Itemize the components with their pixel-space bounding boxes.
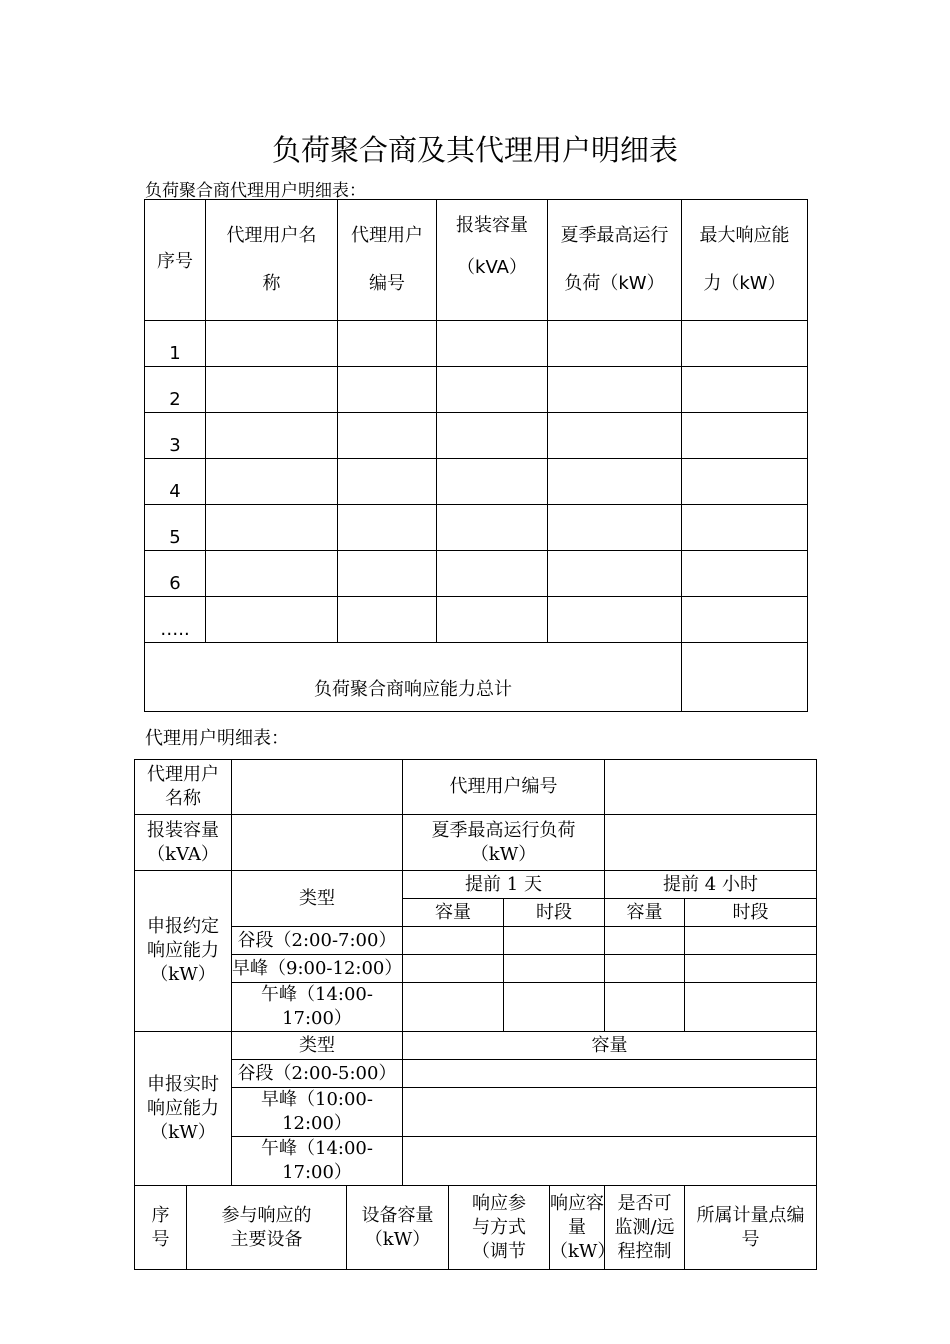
cell [338,413,437,459]
cell [548,459,682,505]
header-seq: 序号 [145,200,206,321]
day-period-header: 时段 [504,899,605,927]
equip-main-header: 参与响应的 主要设备 [187,1186,347,1270]
cell [548,551,682,597]
table-row [135,1060,817,1088]
user-detail-table [134,759,817,1270]
header-user-name: 代理用户名 称 [206,200,338,321]
ahead-4h-header: 提前 4 小时 [605,871,817,899]
cell [548,321,682,367]
user-info-row [135,760,817,815]
realtime-capacity-header: 容量 [403,1032,817,1060]
header-user-id: 代理用户 编号 [338,200,437,321]
equip-meter-header: 所属计量点编 号 [685,1186,817,1270]
cell [206,551,338,597]
cell [605,983,685,1032]
table-row [145,597,808,643]
user-id-value [605,760,817,815]
cell [206,367,338,413]
aggregator-table-caption: 负荷聚合商代理用户明细表： [145,181,366,201]
row-seq: 5 [145,505,206,551]
ahead-day-header: 提前 1 天 [403,871,605,899]
total-row [145,643,808,712]
equip-monitor-header: 是否可 监测/远 程控制 [605,1186,685,1270]
cell [548,413,682,459]
summer-peak-value [605,815,817,871]
cell [338,551,437,597]
cell [682,597,808,643]
table-header-row [145,200,808,321]
cell [682,505,808,551]
table-row [135,983,817,1032]
table-row [145,551,808,597]
table-row [145,367,808,413]
equip-seq-header: 序 号 [135,1186,187,1270]
equip-mode-header: 响应参 与方式 （调节 [449,1186,550,1270]
row-seq: 4 [145,459,206,505]
table-row [135,1088,817,1137]
user-detail-caption: 代理用户明细表： [145,728,289,749]
cell [338,367,437,413]
table-row [145,459,808,505]
cell [548,505,682,551]
row-seq: 6 [145,551,206,597]
contract-type-header: 类型 [232,871,403,927]
row-seq: 1 [145,321,206,367]
cell [403,983,504,1032]
cell [504,983,605,1032]
contract-capacity-label: 申报约定 响应能力 （kW） [135,871,232,1032]
contract-period-label: 谷段（2:00-7:00） [232,927,403,955]
cell [437,321,548,367]
cell [338,505,437,551]
cell [206,413,338,459]
realtime-period-label: 午峰（14:00-17:00） [232,1137,403,1186]
cell [403,927,504,955]
contract-period-label: 午峰（14:00-17:00） [232,983,403,1032]
equip-respcap-header: 响应容量 （kW） [550,1186,605,1270]
capacity-row [135,815,817,871]
cell [338,459,437,505]
cell [338,321,437,367]
row-seq: 2 [145,367,206,413]
cell [403,955,504,983]
capacity-label: 报装容量 （kVA） [135,815,232,871]
cell [437,597,548,643]
cell [403,1088,817,1137]
table-row [145,413,808,459]
cell [403,1060,817,1088]
realtime-type-header: 类型 [232,1032,403,1060]
cell [206,321,338,367]
cell [682,459,808,505]
table-row [135,955,817,983]
cell [548,597,682,643]
realtime-period-label: 谷段（2:00-5:00） [232,1060,403,1088]
user-id-label: 代理用户编号 [403,760,605,815]
header-max-response: 最大响应能 力（kW） [682,200,808,321]
cell [685,955,817,983]
realtime-capacity-label: 申报实时 响应能力 （kW） [135,1032,232,1186]
table-row [145,321,808,367]
contract-period-label: 早峰（9:00-12:00） [232,955,403,983]
header-capacity: 报装容量 （kVA） [437,200,548,321]
header-summer-peak: 夏季最高运行 负荷（kW） [548,200,682,321]
cell [437,413,548,459]
total-label: 负荷聚合商响应能力总计 [145,643,682,712]
table-row [135,1137,817,1186]
4h-period-header: 时段 [685,899,817,927]
realtime-header-row [135,1032,817,1060]
cell [605,955,685,983]
cell [682,413,808,459]
summer-peak-label: 夏季最高运行负荷 （kW） [403,815,605,871]
cell [437,551,548,597]
cell [206,459,338,505]
equipment-header-row [135,1186,817,1270]
day-capacity-header: 容量 [403,899,504,927]
4h-capacity-header: 容量 [605,899,685,927]
cell [403,1137,817,1186]
equip-devcap-header: 设备容量 （kW） [347,1186,449,1270]
cell [682,367,808,413]
capacity-value [232,815,403,871]
cell [682,321,808,367]
user-name-label: 代理用户 名称 [135,760,232,815]
table-row [135,927,817,955]
table-row [145,505,808,551]
aggregator-user-table [144,199,808,712]
row-seq: 3 [145,413,206,459]
cell [206,505,338,551]
cell [504,927,605,955]
cell [437,505,548,551]
cell [685,927,817,955]
page-title: 负荷聚合商及其代理用户明细表 [271,133,678,167]
total-value-cell [682,643,808,712]
cell [682,551,808,597]
cell [206,597,338,643]
cell [548,367,682,413]
cell [437,459,548,505]
cell [605,927,685,955]
row-seq: ….. [145,597,206,643]
cell [504,955,605,983]
cell [338,597,437,643]
contract-header-row [135,871,817,899]
cell [685,983,817,1032]
realtime-period-label: 早峰（10:00-12:00） [232,1088,403,1137]
cell [437,367,548,413]
user-name-value [232,760,403,815]
